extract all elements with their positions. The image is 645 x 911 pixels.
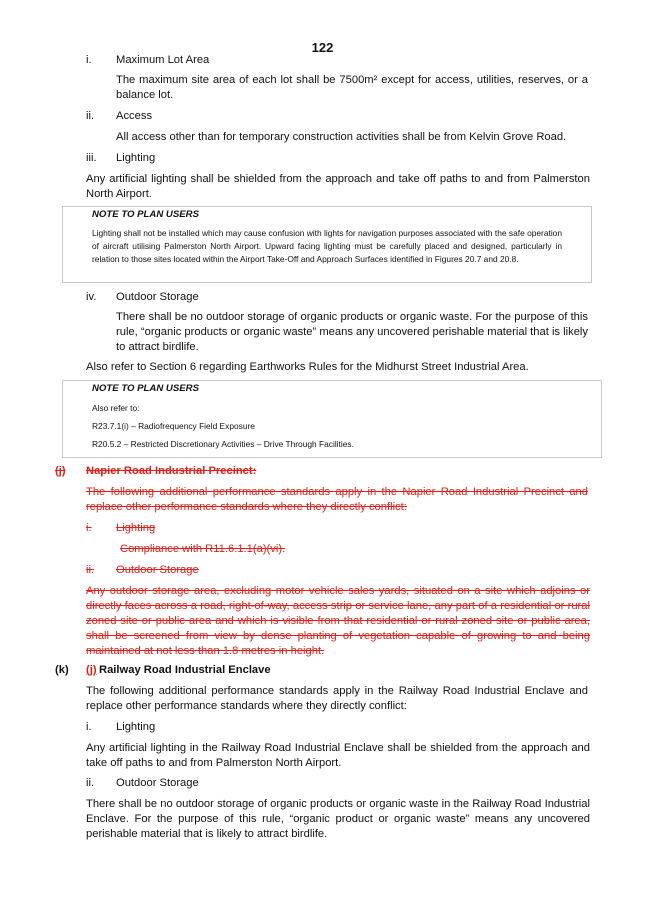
deleted-outdoor-text: Any outdoor storage area, excluding motor vehicle sales yards, situated on a site which adjoins or directly faces across a road, right-of-way, access strip or service lane, any part of a residential or rural zoned site or public area and which is visible from that residential or rural zoned site or public area, shall be screened from view by dense planting of vegetation capable of growing to and being maintained at not less than 1.8 metres in height. — [86, 585, 590, 657]
railway-lighting-heading: Lighting — [116, 721, 156, 733]
deleted-outdoor-heading: Outdoor Storage — [116, 564, 199, 576]
item-number: ii. — [86, 777, 95, 789]
deleted-item-number: i. — [86, 522, 92, 534]
deleted-intro-text: The following additional performance standards apply in the Napier Road Industrial Precinct and replace other performance standards where they directly conflict: — [86, 486, 588, 513]
item-number: iii. — [86, 152, 97, 164]
note-line: R20.5.2 – Restricted Discretionary Activities – Drive Through Facilities. — [92, 439, 354, 449]
access-text: All access other than for temporary construction activities shall be from Kelvin Grove Road. — [116, 131, 567, 143]
deleted-lighting-heading: Lighting — [116, 522, 156, 534]
railway-outdoor-heading: Outdoor Storage — [116, 777, 199, 789]
section-letter: (k) — [55, 664, 69, 676]
note-title: NOTE TO PLAN USERS — [92, 383, 199, 394]
note-text: Lighting shall not be installed which may cause confusion with lights for navigation purposes associated with the safe operation of aircraft utilising Palmerston North Airport. Upward facing lighting must be carefully placed and designed, particularly in relation to those sites located within the Airport Take-Off and Approach Surfaces identified in Figures 20.7 and 20.8. — [92, 228, 562, 264]
also-refer-text: Also refer to Section 6 regarding Earthworks Rules for the Midhurst Street Industrial Area. — [86, 361, 529, 373]
deleted-section-heading: Napier Road Industrial Precinct: — [86, 465, 257, 477]
item-number: iv. — [86, 291, 97, 303]
outdoor-text: There shall be no outdoor storage of organic products or organic waste. For the purpose of this rule, “organic products or organic waste” means any uncovered perishable material that is likely to attract birdlife. — [116, 311, 588, 353]
railway-lighting-text: Any artificial lighting in the Railway Road Industrial Enclave shall be shielded from the approach and take off paths to and from Palmerston North Airport. — [86, 742, 590, 769]
railway-intro-text: The following additional performance standards apply in the Railway Road Industrial Enclave and replace other performance standards where they directly conflict: — [86, 685, 588, 712]
note-line: Also refer to: — [92, 403, 140, 413]
item-number: i. — [86, 54, 92, 66]
removed-section-letter: (j) — [86, 664, 97, 676]
max-lot-text: The maximum site area of each lot shall be 7500m² except for access, utilities, reserves, or a balance lot. — [116, 74, 588, 101]
item-number: ii. — [86, 110, 95, 122]
access-heading: Access — [116, 110, 153, 122]
page-number: 122 — [311, 40, 334, 55]
max-lot-heading: Maximum Lot Area — [116, 54, 210, 66]
deleted-compliance-text: Compliance with R11.6.1.1(a)(vi). — [120, 543, 286, 555]
outdoor-heading: Outdoor Storage — [116, 291, 199, 303]
deleted-section-letter: (j) — [55, 465, 66, 477]
lighting-heading: Lighting — [116, 152, 156, 164]
note-title: NOTE TO PLAN USERS — [92, 209, 199, 220]
item-number: i. — [86, 721, 92, 733]
railway-outdoor-text: There shall be no outdoor storage of organic products or organic waste in the Railway Road Industrial Enclave. For the purpose of this rule, “organic product or organic waste” means any uncovered perishable material that is likely to attract birdlife. — [86, 798, 590, 840]
note-line: R23.7.1(i) – Radiofrequency Field Exposure — [92, 421, 255, 431]
lighting-text: Any artificial lighting shall be shielded from the approach and take off paths to and from Palmerston North Airport. — [86, 173, 590, 200]
railway-heading: Railway Road Industrial Enclave — [99, 664, 271, 676]
deleted-item-number: ii. — [86, 564, 95, 576]
